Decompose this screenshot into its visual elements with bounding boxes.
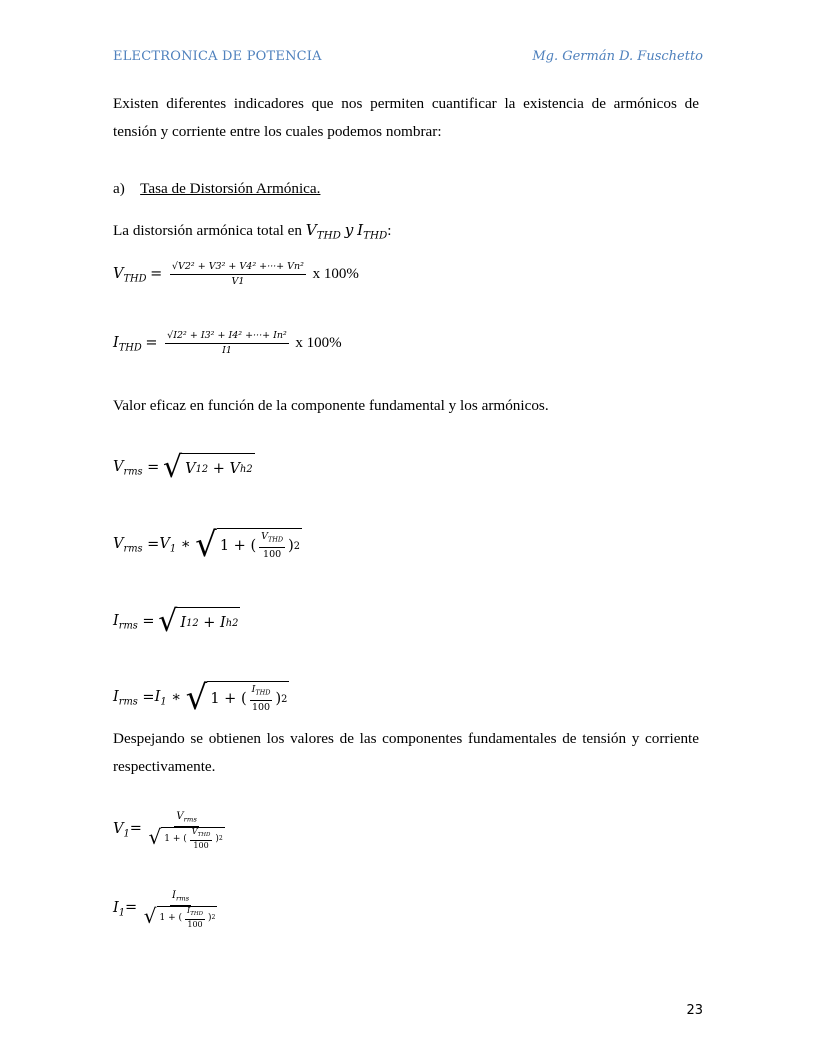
- irms-formula-2: $I_{rms} =I_1$ ∗ √ 1 + ( $\frac{I_{THD}}{100}$ ) 2: [113, 678, 288, 718]
- intro-paragraph: Existen diferentes indicadores que nos permiten cuantificar la existencia de armónicos de tensión y corriente entre los cuales podemos nombrar:: [113, 95, 699, 140]
- ithd-fraction: $\frac{\text{√I2² + I3² + I4² +···+ In²}}{I1}$: [167, 330, 287, 356]
- irms1-root: √ I 1 2 + I h 2: [158, 604, 239, 639]
- thd-i-symbol: $I_{THD}$: [357, 221, 388, 242]
- v1-formula: $V_1=$ $V_{rms}$ √ 1 + ( $\frac{V_{THD}}{100}$ ) 2: [113, 811, 223, 851]
- thd-intro-text: La distorsión armónica total en: [113, 222, 302, 239]
- header-author: Mg. Germán D. Fuschetto: [532, 49, 703, 64]
- section-a-heading: [113, 175, 699, 203]
- vthd-tail: x 100%: [312, 265, 359, 282]
- header-title: ELECTRONICA DE POTENCIA: [113, 49, 322, 64]
- ithd-formula: $I_{THD}$ = $\frac{\text{√I2² + I3² + I4² +···+ In²}}{I1}$ x 100%: [113, 330, 342, 356]
- vrms-formula-1: $V_{rms}$ = √ V 1 2 + V h 2: [113, 450, 253, 485]
- vthd-numerator: V2² + V3² + V4² +···+ Vn²: [177, 261, 304, 272]
- v1-fraction: $V_{rms}$ √ 1 + ( $\frac{V_{THD}}{100}$ ) 2: [148, 811, 223, 851]
- section-marker: a): [113, 180, 125, 197]
- i1-formula: $I_1=$ $I_{rms}$ √ 1 + ( $\frac{I_{THD}}{100}$ ) 2: [113, 890, 216, 930]
- irms2-root: √ 1 + ( $\frac{I_{THD}}{100}$ ) 2: [185, 678, 288, 718]
- vrms2-root: √ 1 + ( $\frac{V_{THD}}{100}$ ) 2: [195, 525, 301, 565]
- thd-intro: [113, 216, 699, 250]
- section-title: Tasa de Distorsión Armónica.: [140, 180, 321, 197]
- despejando-paragraph: Despejando se obtienen los valores de las componentes fundamentales de tensión y corriente respectivamente.: [113, 730, 699, 775]
- page-number: 23: [686, 1003, 703, 1018]
- rms-intro: Valor eficaz en función de la componente fundamental y los armónicos.: [113, 397, 549, 414]
- ithd-numerator: I2² + I3² + I4² +···+ In²: [173, 330, 287, 341]
- vrms-formula-2: $V_{rms} =V_1$ ∗ √ 1 + ( $\frac{V_{THD}}{100}$ ) 2: [113, 525, 301, 565]
- irms-formula-1: $I_{rms}$ = √ I 1 2 + I h 2: [113, 604, 239, 639]
- thd-colon: :: [387, 222, 392, 239]
- ithd-denominator: I1: [222, 345, 232, 356]
- vthd-formula: $V_{THD}$ = $\frac{\text{√V2² + V3² + V4² +···+ Vn²}}{V1}$ x 100%: [113, 261, 359, 287]
- vthd-lhs: $V_{THD}$: [113, 265, 147, 285]
- thd-v-symbol: $V_{THD}$: [305, 221, 341, 242]
- ithd-tail: x 100%: [295, 334, 342, 351]
- thd-conj: y: [344, 221, 354, 239]
- vthd-fraction: $\frac{\text{√V2² + V3² + V4² +···+ Vn²}}{V1}$: [171, 261, 304, 287]
- ithd-lhs: $I_{THD}$: [113, 334, 142, 354]
- vthd-denominator: V1: [231, 276, 245, 287]
- vrms1-root: √ V 1 2 + V h 2: [162, 450, 253, 485]
- i1-fraction: $I_{rms}$ √ 1 + ( $\frac{I_{THD}}{100}$ ) 2: [143, 890, 216, 930]
